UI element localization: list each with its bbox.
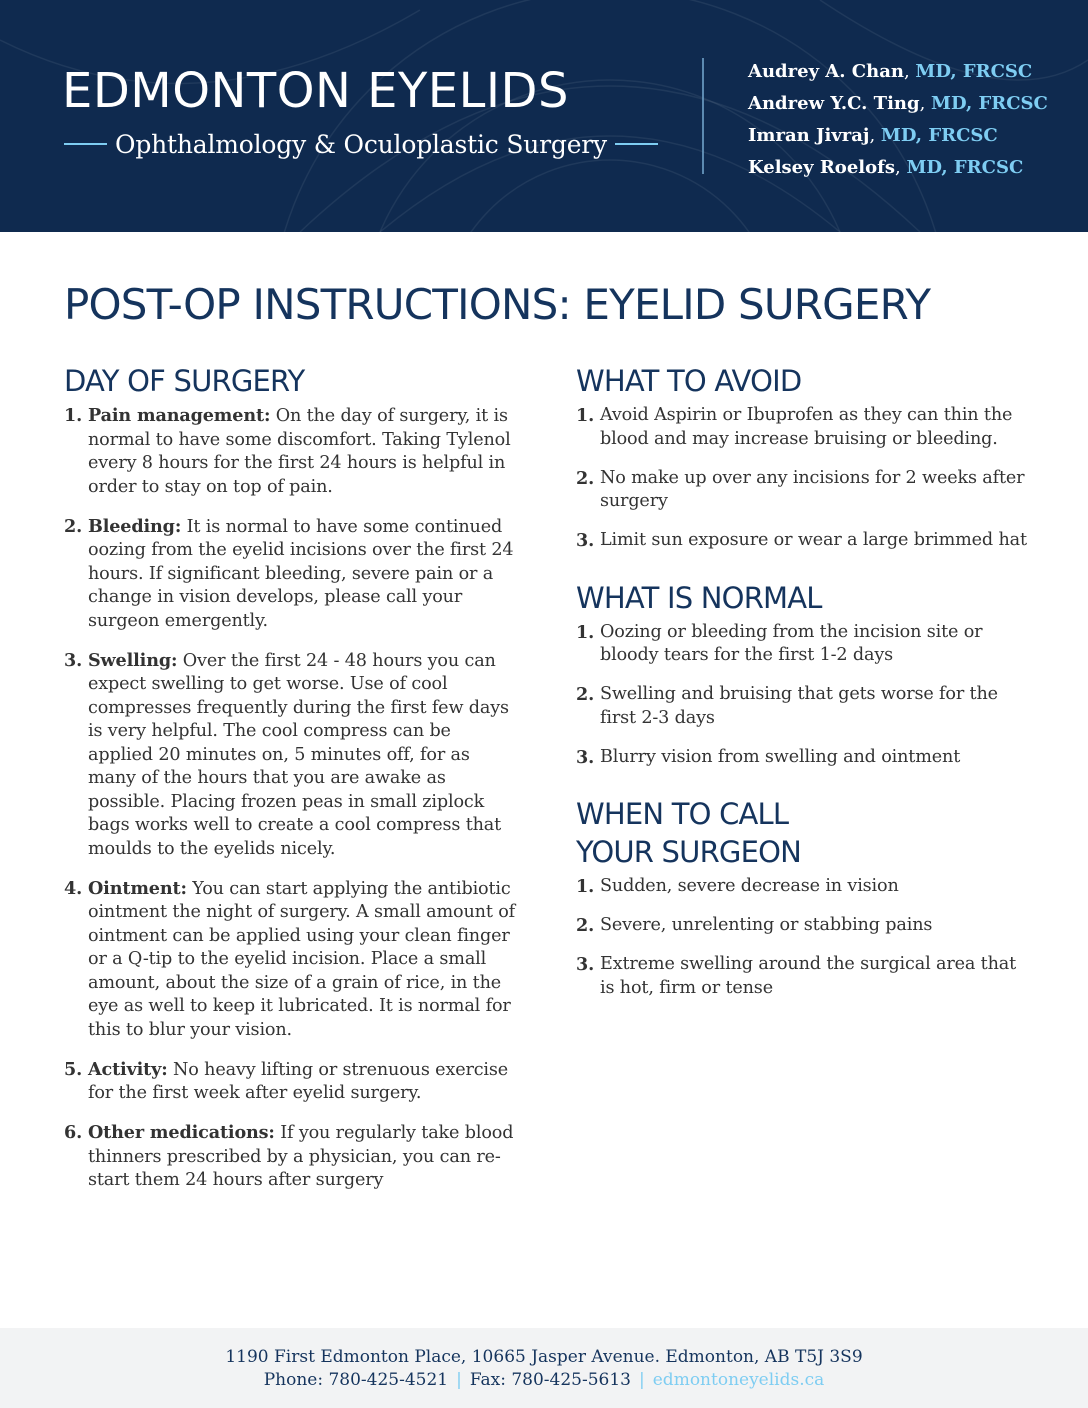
list-item [576,529,1032,553]
list-item [576,621,1032,668]
item-text: Severe, unrelenting or stabbing pains [600,915,933,935]
item-lead: Activity: [88,1058,168,1080]
item-text: No make up over any incisions for 2 weeks after surgery [600,467,1025,511]
doctor-credentials: MD, FRCSC [880,125,998,146]
doctor-name: Kelsey Roelofs [748,157,895,178]
doctor-entry: Imran Jivraj, MD, FRCSC [748,125,998,146]
instruction-list [64,404,516,1193]
item-number: 3. [576,746,595,768]
item-number: 1. [64,405,83,426]
when-to-call-section [576,795,1032,1000]
item-text: Swelling and bruising that gets worse for the first 2-3 days [600,684,998,728]
what-is-normal-section [576,579,1032,770]
item-number: 2. [64,515,83,537]
practice-tagline: Ophthalmology & Oculoplastic Surgery [115,129,607,159]
list-item [576,746,1032,770]
item-text: No heavy lifting or strenuous exercise for the first week after eyelid surgery. [88,1059,509,1103]
list-item [64,1121,516,1193]
header-divider [702,58,704,174]
item-number: 1. [576,405,595,426]
list-item [576,683,1032,730]
footer-phone: Phone: 780-425-4521 [263,1370,449,1390]
footer-separator: | [456,1370,462,1390]
item-text: Sudden, severe decrease in vision [600,876,899,896]
practice-name: EDMONTON EYELIDS [62,63,569,119]
page-title: POST-OP INSTRUCTIONS: EYELID SURGERY [64,280,931,329]
footer-website-link[interactable]: edmontoneyelids.ca [652,1370,825,1390]
item-lead: Swelling: [88,649,178,671]
list-item [64,1058,516,1106]
item-text: Oozing or bleeding from the incision site or bloody tears for the first 1-2 days [600,621,983,665]
right-column [576,362,1032,1026]
list-item [64,649,516,862]
list-item [64,404,516,499]
item-text: Extreme swelling around the surgical area that is hot, firm or tense [600,954,1017,998]
item-text: Blurry vision from swelling and ointment [600,746,961,767]
section-heading: DAY OF SURGERY [64,364,305,398]
item-text: You can start applying the antibiotic ointment the night of surgery. A small amount of ointment can be applied using your clean finger or a Q-tip to the eyelid incision. Place a small amount, about the size of a grain of rice, in the eye as well to keep it lubricated. It is normal for this to blur your vision. [88,878,516,1040]
list-item [576,875,1032,899]
item-lead: Ointment: [88,877,187,899]
list-item [64,515,516,634]
item-lead: Other medications: [88,1122,275,1143]
doctor-entry: Audrey A. Chan, MD, FRCSC [748,61,1033,82]
heading-line: YOUR SURGEON [576,835,802,869]
item-text: Over the first 24 - 48 hours you can expect swelling to get worse. Use of cool compresses frequently during the first few days is very helpful. The cool compress can be applied 20 minutes on, 5 minutes off, for as many of the hours that you are awake as possible. Placing frozen peas in small ziplock bags works well to create a cool compress that moulds to the eyelids nicely. [88,650,509,859]
tagline-rule-left [64,143,107,145]
footer-address: 1190 First Edmonton Place, 10665 Jasper Avenue. Edmonton, AB T5J 3S9 [225,1347,863,1367]
avoid-list [576,404,1032,553]
call-list [576,875,1032,1000]
section-heading: WHAT TO AVOID [576,364,802,398]
section-heading: WHAT IS NORMAL [576,580,822,615]
doctor-name: Audrey A. Chan [748,61,904,82]
item-text: If you regularly take blood thinners prescribed by a physician, you can re-start them 24 hours after surgery [88,1123,514,1190]
list-item [576,953,1032,1000]
item-text: Avoid Aspirin or Ibuprofen as they can thin the blood and may increase bruising or bleeding. [600,405,1013,449]
doctor-name: Imran Jivraj [748,125,870,146]
page-footer [0,1328,1088,1408]
doctor-entry: Kelsey Roelofs, MD, FRCSC [748,157,1024,178]
what-to-avoid-section [576,362,1032,553]
day-of-surgery-section [64,362,516,1193]
item-number: 5. [64,1058,83,1080]
list-item [64,877,516,1043]
item-number: 2. [576,467,595,489]
tagline-rule-right [615,143,658,145]
doctor-credentials: MD, FRCSC [906,157,1024,178]
item-number: 2. [576,684,595,705]
item-text: Limit sun exposure or wear a large brimmed hat [600,530,1027,550]
tagline-row [64,124,658,164]
normal-list [576,621,1032,770]
heading-line: WHEN TO CALL [576,797,789,831]
item-text: It is normal to have some continued oozing from the eyelid incisions over the first 24 hours. If significant bleeding, severe pain or a change in vision develops, please call your surgeon emergently. [88,516,514,631]
item-lead: Pain management: [88,405,271,426]
doctor-credentials: MD, FRCSC [931,93,1048,114]
section-heading [576,795,1032,871]
footer-contact [0,1368,1088,1392]
list-item [576,914,1032,938]
left-column [64,362,516,1219]
item-text: On the day of surgery, it is normal to have some discomfort. Taking Tylenol every 8 hours for the first 24 hours is helpful in order to stay on top of pain. [88,406,511,497]
doctor-entry: Andrew Y.C. Ting, MD, FRCSC [748,93,1048,114]
doctor-list [748,58,1068,186]
item-number: 4. [64,877,83,899]
item-number: 3. [64,649,83,671]
letterhead [0,0,1088,232]
item-number: 1. [576,621,595,643]
item-number: 3. [576,954,595,975]
doctor-name: Andrew Y.C. Ting [748,93,920,114]
item-number: 2. [576,915,595,936]
list-item [576,467,1032,514]
list-item [576,404,1032,451]
doctor-credentials: MD, FRCSC [915,61,1033,82]
item-number: 1. [576,876,595,897]
item-lead: Bleeding: [88,515,182,537]
item-number: 6. [64,1122,83,1143]
footer-separator: | [639,1370,645,1390]
item-number: 3. [576,530,595,551]
footer-fax: Fax: 780-425-5613 [469,1370,632,1390]
